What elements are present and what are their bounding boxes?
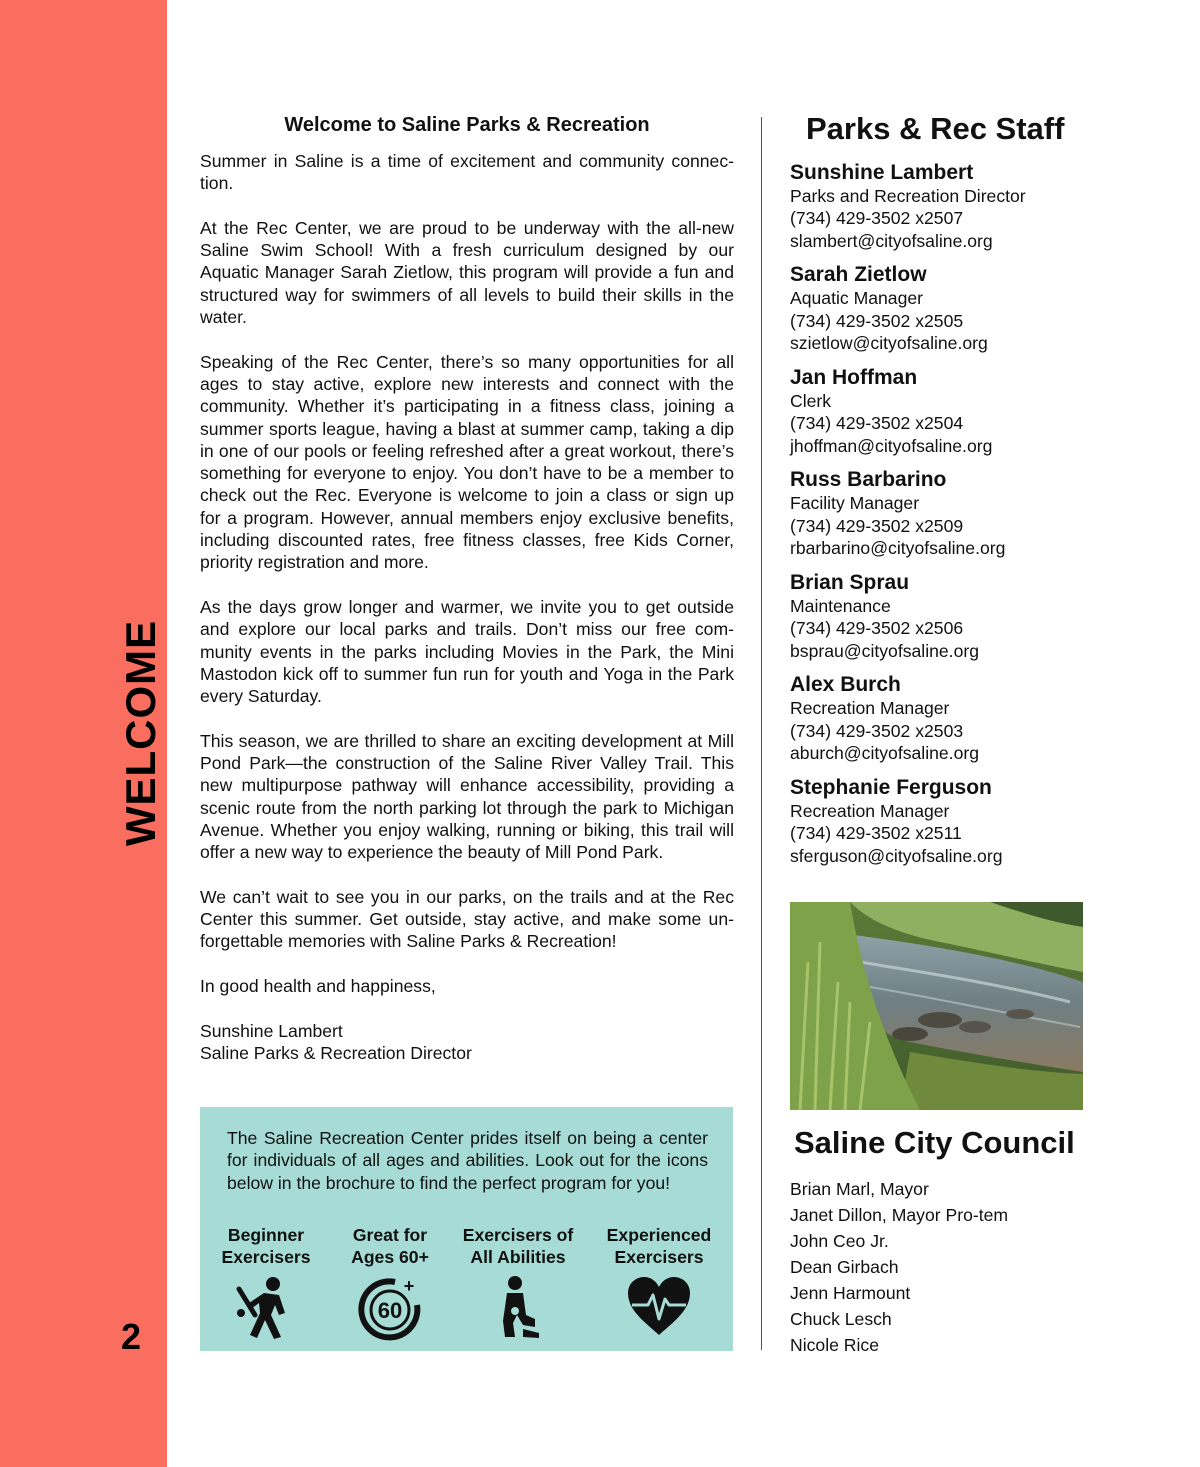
staff-email: bsprau@cityofsaline.org	[790, 640, 980, 661]
staff-phone: (734) 429-3502 x2506	[790, 618, 964, 639]
river-photo	[790, 902, 1083, 1110]
staff-title: Parks & Rec Staff	[806, 111, 1065, 146]
staff-card	[790, 365, 1090, 457]
staff-card	[790, 570, 1090, 662]
badge-label: Beginner	[227, 1225, 305, 1245]
staff-role: Recreation Manager	[790, 800, 950, 821]
staff-email: szietlow@cityofsaline.org	[790, 333, 988, 354]
staff-role: Clerk	[790, 390, 832, 411]
council-list	[790, 1176, 1008, 1358]
staff-card	[790, 262, 1090, 354]
staff-role: Aquatic Manager	[790, 288, 924, 309]
staff-email: rbarbarino@cityofsaline.org	[790, 538, 1006, 559]
council-member: Chuck Lesch	[790, 1309, 892, 1329]
staff-name: Sunshine Lambert	[790, 161, 974, 184]
staff-section	[790, 110, 1090, 877]
staff-name: Stephanie Ferguson	[790, 775, 992, 799]
badge-label: Ages 60+	[351, 1247, 429, 1268]
council-member: Nicole Rice	[790, 1335, 879, 1355]
staff-name: Russ Barbarino	[790, 468, 947, 492]
badge-label: Exercisers	[614, 1247, 704, 1268]
staff-role: Maintenance	[790, 595, 891, 616]
letter-closing: In good health and happiness,	[200, 975, 436, 996]
welcome-title: Welcome to Saline Parks & Recreation	[284, 114, 650, 136]
letter-body	[200, 150, 734, 1064]
badge-label: Great for	[352, 1225, 428, 1245]
staff-phone: (734) 429-3502 x2505	[790, 310, 964, 331]
staff-email: slambert@cityofsaline.org	[790, 230, 993, 251]
age-number: 60	[377, 1297, 403, 1323]
welcome-letter	[200, 112, 734, 1064]
staff-name: Brian Sprau	[790, 570, 910, 594]
council-member: Jenn Harmount	[790, 1283, 911, 1303]
staff-name: Jan Hoffman	[790, 365, 918, 389]
kneeling-exerciser-icon	[493, 1275, 543, 1341]
council-member: Brian Marl, Mayor	[790, 1179, 929, 1199]
letter-paragraph: Summer in Saline is a time of excitement and community connection.	[200, 151, 734, 194]
council-title: Saline City Council	[794, 1125, 1075, 1160]
badge-all-abilities	[454, 1224, 582, 1341]
staff-card	[790, 160, 1090, 252]
staff-phone: (734) 429-3502 x2507	[790, 208, 964, 229]
staff-email: aburch@cityofsaline.org	[790, 743, 980, 764]
badge-label: All Abilities	[470, 1247, 566, 1268]
section-title: WELCOME	[117, 619, 164, 847]
staff-email: jhoffman@cityofsaline.org	[790, 435, 993, 456]
ages-60-plus-icon	[355, 1275, 425, 1341]
letter-paragraph: This season, we are thrilled to share an exciting development at Mill Pond Park—the construction of the Saline River Valley Trail. This new multipurpose pathway will enhance accessibility, providing a scenic route from the north parking lot through the park to Michigan Avenue. Whether you enjoy walking, running or biking, this trail will offer a new way to experience the beauty of Mill Pond Park.	[200, 730, 734, 863]
letter-paragraph: As the days grow longer and warmer, we invite you to get outside and explore our local parks and trails. Don’t miss our free community events in the parks including Movies in the Park, the Mini Mastodon kick off to summer fun run for youth and Yoga in the Park every Saturday.	[200, 596, 734, 707]
staff-card	[790, 672, 1090, 764]
letter-paragraph: At the Rec Center, we are proud to be underway with the all-new Saline Swim School! With a fresh curriculum designed by our Aquatic Manager Sarah Zietlow, this program will provide a fun and structured way for swimmers of all levels to build their skills in the water.	[200, 217, 734, 328]
staff-phone: (734) 429-3502 x2504	[790, 413, 964, 434]
badge-experienced	[598, 1224, 720, 1337]
badge-beginner	[211, 1224, 321, 1341]
staff-name: Sarah Zietlow	[790, 263, 927, 287]
council-member: Dean Girbach	[790, 1257, 899, 1277]
beginner-exerciser-icon	[233, 1275, 299, 1341]
signature-name: Sunshine Lambert	[200, 1020, 343, 1041]
staff-phone: (734) 429-3502 x2509	[790, 515, 964, 536]
staff-role: Parks and Recreation Director	[790, 186, 1026, 206]
badge-ages-60	[335, 1224, 445, 1341]
staff-name: Alex Burch	[790, 673, 901, 697]
staff-role: Facility Manager	[790, 493, 920, 514]
letter-paragraph: We can’t wait to see you in our parks, on the trails and at the Rec Center this summer. Get outside, stay active, and make some unforgettable memories with Saline Parks & Recreation!	[200, 886, 734, 952]
council-member: Janet Dillon, Mayor Pro-tem	[790, 1205, 1009, 1225]
heart-pulse-icon	[626, 1275, 692, 1337]
badge-label: Exercisers of	[462, 1225, 574, 1245]
staff-role: Recreation Manager	[790, 698, 950, 719]
staff-email: sferguson@cityofsaline.org	[790, 845, 1003, 866]
info-text: The Saline Recreation Center prides itself on being a center for individuals of all ages and abilities. Look out for the icons below in the brochure to find the perfect program for you!	[227, 1128, 708, 1193]
signature-title: Saline Parks & Recreation Director	[200, 1042, 472, 1063]
staff-card	[790, 775, 1090, 867]
staff-card	[790, 467, 1090, 559]
page-number: 2	[120, 1316, 142, 1357]
column-divider	[761, 117, 762, 1350]
letter-paragraph: Speaking of the Rec Center, there’s so many opportunities for all ages to stay active, explore new interests and connect with the community. Whether it’s participating in a fitness class, joining a summer sports league, having a blast at summer camp, taking a dip in one of our pools or feeling refreshed after a great workout, there’s something for everyone to enjoy. You don’t have to be a member to check out the Rec. Everyone is welcome to join a class or sign up for a program. However, annual members enjoy exclusive benefits, including discounted rates, free fitness classes, free Kids Corner, priority registration and more.	[200, 351, 734, 573]
plus-sign: +	[403, 1275, 415, 1296]
staff-phone: (734) 429-3502 x2503	[790, 720, 964, 741]
badge-label: Exercisers	[221, 1247, 311, 1268]
badge-label: Experienced	[606, 1225, 712, 1245]
info-box	[200, 1107, 733, 1351]
council-member: John Ceo Jr.	[790, 1231, 889, 1251]
staff-phone: (734) 429-3502 x2511	[790, 823, 962, 844]
